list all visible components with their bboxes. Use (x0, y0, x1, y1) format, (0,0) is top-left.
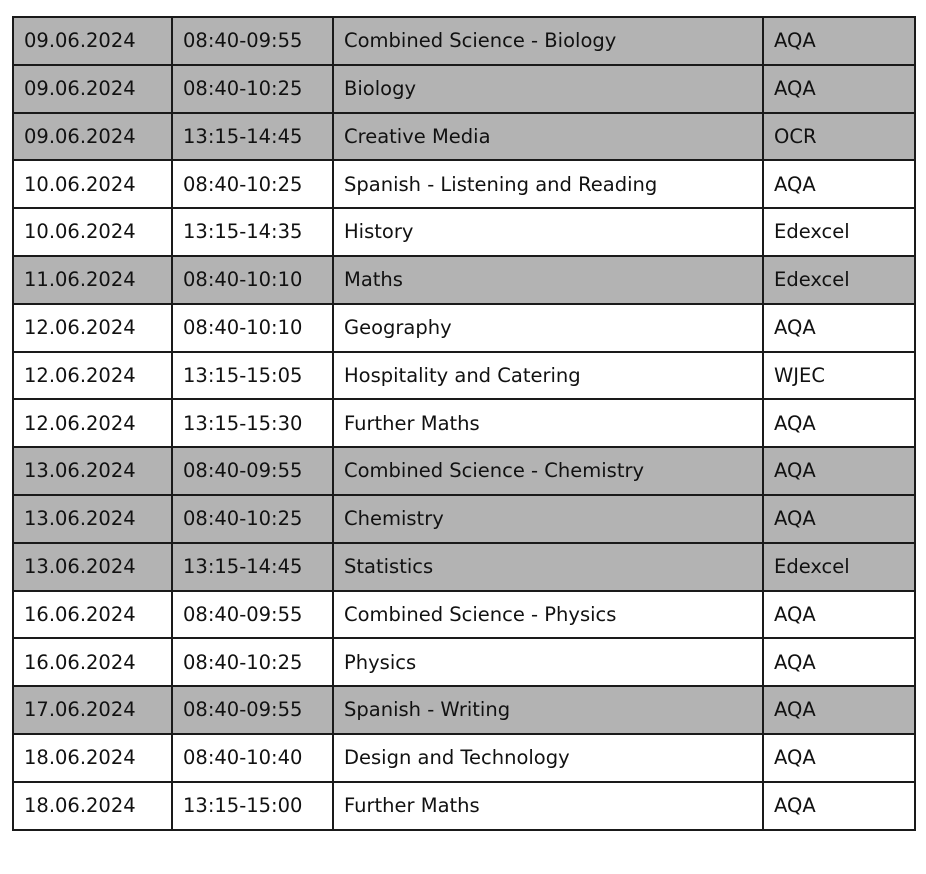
exam-subject: Chemistry (333, 495, 763, 543)
exam-date: 12.06.2024 (13, 304, 172, 352)
exam-board: WJEC (763, 352, 915, 400)
exam-time: 13:15-14:45 (172, 113, 333, 161)
exam-date: 12.06.2024 (13, 399, 172, 447)
table-row (13, 256, 915, 304)
exam-board: AQA (763, 399, 915, 447)
table-row (13, 208, 915, 256)
exam-time: 08:40-09:55 (172, 447, 333, 495)
exam-subject: Statistics (333, 543, 763, 591)
exam-board: AQA (763, 304, 915, 352)
exam-board: AQA (763, 447, 915, 495)
exam-board: AQA (763, 495, 915, 543)
exam-time: 08:40-09:55 (172, 686, 333, 734)
exam-time: 08:40-10:25 (172, 160, 333, 208)
exam-time: 13:15-14:45 (172, 543, 333, 591)
exam-subject: Maths (333, 256, 763, 304)
exam-subject: Further Maths (333, 399, 763, 447)
exam-subject: Spanish - Listening and Reading (333, 160, 763, 208)
exam-board: AQA (763, 734, 915, 782)
table-row (13, 638, 915, 686)
exam-time: 13:15-15:05 (172, 352, 333, 400)
exam-date: 11.06.2024 (13, 256, 172, 304)
exam-subject: Biology (333, 65, 763, 113)
exam-timetable (12, 16, 916, 831)
table-row (13, 17, 915, 65)
exam-date: 09.06.2024 (13, 65, 172, 113)
exam-board: Edexcel (763, 208, 915, 256)
exam-time: 08:40-09:55 (172, 17, 333, 65)
exam-board: AQA (763, 591, 915, 639)
exam-time: 08:40-10:25 (172, 638, 333, 686)
exam-time: 08:40-10:10 (172, 304, 333, 352)
exam-time: 08:40-10:10 (172, 256, 333, 304)
exam-date: 13.06.2024 (13, 495, 172, 543)
exam-date: 16.06.2024 (13, 591, 172, 639)
exam-date: 18.06.2024 (13, 782, 172, 830)
table-row (13, 65, 915, 113)
table-row (13, 399, 915, 447)
exam-subject: Hospitality and Catering (333, 352, 763, 400)
exam-subject: Creative Media (333, 113, 763, 161)
exam-board: AQA (763, 65, 915, 113)
table-row (13, 686, 915, 734)
exam-board: AQA (763, 782, 915, 830)
table-row (13, 543, 915, 591)
exam-date: 13.06.2024 (13, 543, 172, 591)
exam-board: Edexcel (763, 256, 915, 304)
exam-board: AQA (763, 686, 915, 734)
exam-subject: Design and Technology (333, 734, 763, 782)
exam-date: 09.06.2024 (13, 17, 172, 65)
table-row (13, 591, 915, 639)
exam-date: 17.06.2024 (13, 686, 172, 734)
exam-date: 16.06.2024 (13, 638, 172, 686)
table-row (13, 495, 915, 543)
exam-subject: Further Maths (333, 782, 763, 830)
exam-date: 12.06.2024 (13, 352, 172, 400)
exam-date: 10.06.2024 (13, 208, 172, 256)
exam-board: Edexcel (763, 543, 915, 591)
table-row (13, 352, 915, 400)
exam-date: 13.06.2024 (13, 447, 172, 495)
exam-subject: Combined Science - Physics (333, 591, 763, 639)
exam-date: 10.06.2024 (13, 160, 172, 208)
table-row (13, 113, 915, 161)
exam-board: AQA (763, 17, 915, 65)
exam-time: 08:40-09:55 (172, 591, 333, 639)
exam-subject: Geography (333, 304, 763, 352)
exam-time: 08:40-10:25 (172, 495, 333, 543)
exam-subject: Combined Science - Chemistry (333, 447, 763, 495)
exam-subject: History (333, 208, 763, 256)
exam-time: 08:40-10:25 (172, 65, 333, 113)
exam-board: AQA (763, 160, 915, 208)
table-row (13, 782, 915, 830)
exam-table (12, 16, 916, 831)
exam-board: OCR (763, 113, 915, 161)
exam-time: 08:40-10:40 (172, 734, 333, 782)
exam-time: 13:15-14:35 (172, 208, 333, 256)
table-row (13, 160, 915, 208)
exam-subject: Physics (333, 638, 763, 686)
exam-subject: Combined Science - Biology (333, 17, 763, 65)
exam-date: 18.06.2024 (13, 734, 172, 782)
exam-subject: Spanish - Writing (333, 686, 763, 734)
exam-time: 13:15-15:00 (172, 782, 333, 830)
exam-time: 13:15-15:30 (172, 399, 333, 447)
table-row (13, 304, 915, 352)
exam-board: AQA (763, 638, 915, 686)
exam-date: 09.06.2024 (13, 113, 172, 161)
table-row (13, 734, 915, 782)
exam-table-body (13, 17, 915, 830)
table-row (13, 447, 915, 495)
